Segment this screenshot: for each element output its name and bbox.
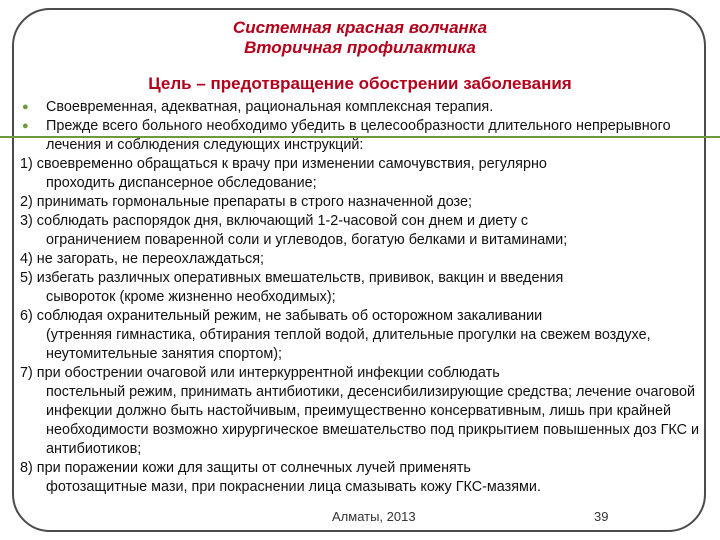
instruction-item (20, 193, 714, 212)
instruction-continuation: фотозащитные мази, при покраснении лица смазывать кожу ГКС-мазями. (46, 479, 541, 495)
instruction-item (20, 307, 714, 364)
instruction-continuation: ограничением поваренной соли и углеводов, богатую белками и витаминами; (46, 232, 568, 248)
title-line-2: Вторичная профилактика (244, 38, 476, 57)
instruction-item (20, 269, 714, 307)
bullet-item (20, 117, 714, 155)
instruction-item (20, 212, 714, 250)
instruction-item (20, 250, 714, 269)
bullet-dot-icon: ● (22, 120, 29, 132)
goal-heading: Цель – предотвращение обострении заболевания (148, 74, 572, 93)
instruction-first-line: 7) при обострении очаговой или интеркуррентной инфекции соблюдать (20, 365, 500, 381)
instruction-first-line: 6) соблюдая охранительный режим, не забывать об осторожном закаливании (20, 308, 543, 324)
instruction-item (20, 364, 714, 459)
instruction-first-line: 1) своевременно обращаться к врачу при изменении самочувствия, регулярно (20, 156, 547, 172)
bullet-dot-icon: ● (22, 101, 29, 113)
bullet-item (20, 98, 714, 117)
instruction-continuation: (утренняя гимнастика, обтирания теплой водой, длительные прогулки на свежем воздухе, неутомительные занятия спортом); (46, 327, 651, 362)
footer-city-year: Алматы, 2013 (332, 509, 416, 524)
instruction-first-line: 4) не загорать, не переохлаждаться; (20, 251, 265, 267)
instruction-first-line: 3) соблюдать распорядок дня, включающий 1-2-часовой сон днем и диету с (20, 213, 529, 229)
instruction-continuation: сывороток (кроме жизненно необходимых); (46, 289, 336, 305)
instruction-item (20, 155, 714, 193)
title-line-1: Системная красная волчанка (232, 18, 488, 37)
instruction-first-line: 8) при поражении кожи для защиты от солнечных лучей применять (20, 460, 471, 476)
instruction-item (20, 459, 714, 497)
page-number: 39 (594, 509, 609, 524)
instruction-first-line: 2) принимать гормональные препараты в строго назначенной дозе; (20, 194, 472, 210)
slide-body (20, 98, 714, 497)
bullet-text: Прежде всего больного необходимо убедить в целесообразности длительного непрерывного лечения и соблюдения следующих инструкций: (46, 118, 671, 153)
slide-title (180, 18, 540, 58)
instruction-continuation: постельный режим, принимать антибиотики, десенсибилизирующие средства; лечение очаговой инфекции должно быть настойчивым, преимущественно консервативным, лишь при крайней необходимости возможно хирургическое вмешательство под прикрытием повышенных доз ГКС и антибиотиков; (46, 384, 700, 457)
instruction-continuation: проходить диспансерное обследование; (46, 175, 317, 191)
instruction-first-line: 5) избегать различных оперативных вмешательств, прививок, вакцин и введения (20, 270, 564, 286)
bullet-text: Своевременная, адекватная, рациональная комплексная терапия. (46, 99, 494, 115)
